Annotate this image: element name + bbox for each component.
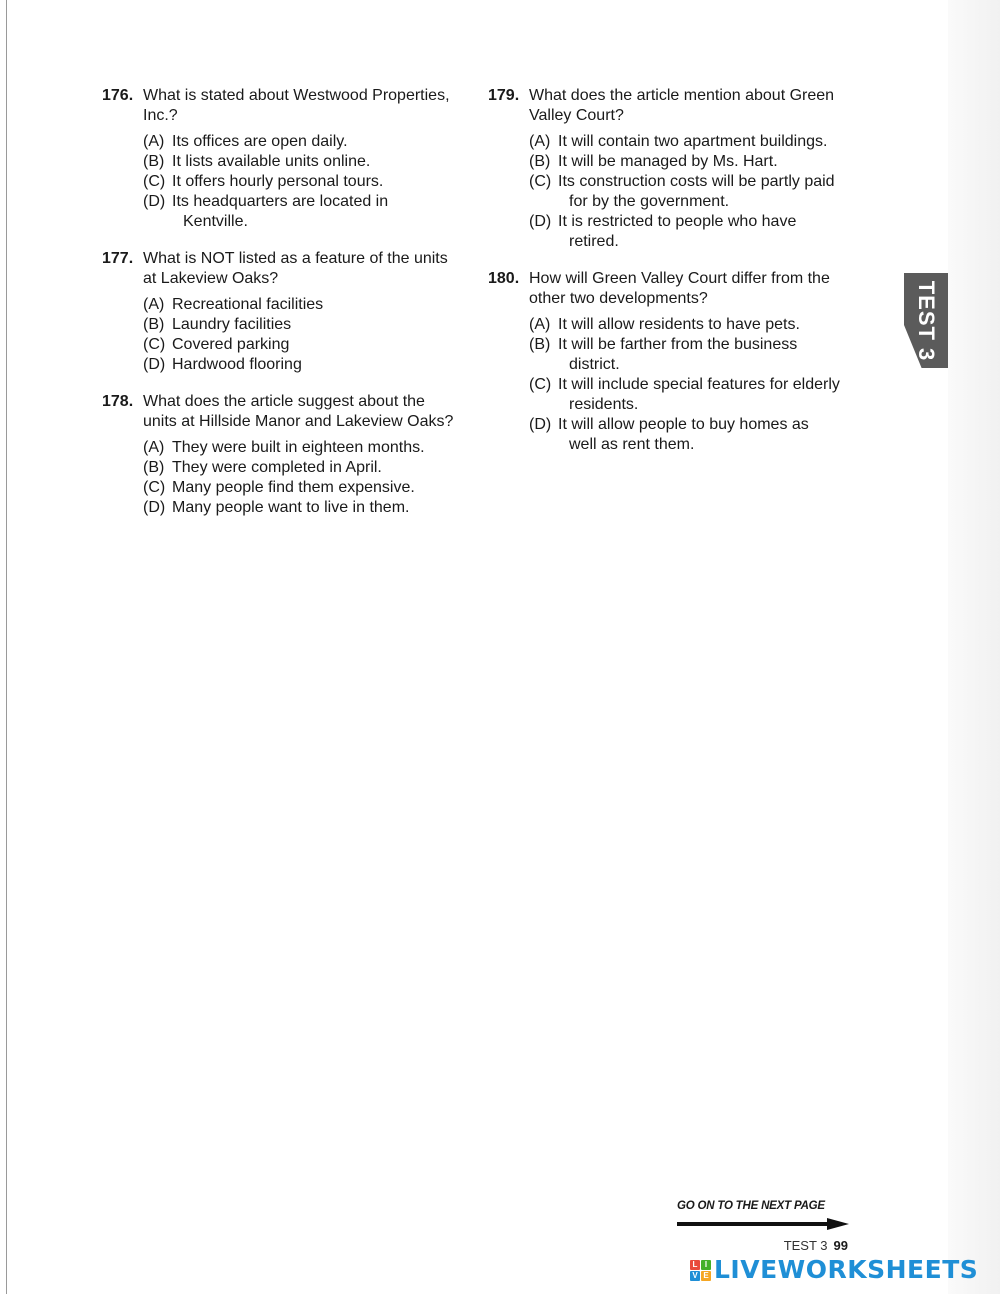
logo-grid-cell: V	[690, 1271, 700, 1281]
test-section-tab	[904, 273, 948, 368]
page-left-border	[6, 0, 7, 1294]
logo-grid-icon	[690, 1260, 711, 1281]
question-text: What is NOT listed as a feature of the units at Lakeview Oaks?	[143, 250, 448, 287]
option-text: It will allow people to buy homes as well as rent them.	[558, 416, 809, 453]
answer-option-b[interactable]	[143, 152, 462, 172]
option-letter: (B)	[529, 336, 551, 353]
option-letter: (D)	[143, 499, 166, 516]
question-178	[102, 392, 462, 518]
answer-option-a[interactable]	[529, 132, 860, 152]
question-177	[102, 249, 462, 375]
test-tab-label: TEST 3	[914, 280, 939, 362]
answer-option-a[interactable]	[529, 315, 860, 335]
option-text: It will be farther from the business district.	[558, 336, 798, 373]
footer-section-label: TEST 3	[783, 1238, 828, 1253]
answer-option-b[interactable]	[143, 315, 462, 335]
answer-option-d[interactable]	[143, 498, 462, 518]
option-letter: (B)	[529, 153, 551, 170]
answer-options	[143, 132, 462, 232]
answer-option-b[interactable]	[529, 152, 860, 172]
answer-options	[143, 438, 462, 518]
question-number: 180.	[488, 270, 520, 287]
answer-option-a[interactable]	[143, 295, 462, 315]
option-letter: (B)	[143, 459, 165, 476]
option-letter: (A)	[143, 133, 165, 150]
option-letter: (C)	[529, 376, 552, 393]
answer-options	[529, 132, 860, 252]
option-letter: (D)	[143, 356, 166, 373]
question-text: How will Green Valley Court differ from the other two developments?	[529, 270, 830, 307]
go-on-text: GO ON TO THE NEXT PAGE	[677, 1200, 825, 1212]
option-text: They were built in eighteen months.	[172, 439, 425, 456]
answer-option-c[interactable]	[529, 172, 860, 212]
option-text: It lists available units online.	[172, 153, 371, 170]
option-text: Many people want to live in them.	[172, 499, 410, 516]
right-arrow-icon	[677, 1218, 849, 1230]
answer-option-c[interactable]	[143, 172, 462, 192]
answer-option-c[interactable]	[529, 375, 860, 415]
page-right-shade	[948, 0, 1000, 1294]
question-180	[488, 269, 860, 455]
option-text: Laundry facilities	[172, 316, 292, 333]
answer-option-d[interactable]	[143, 192, 462, 232]
option-text: Its construction costs will be partly paid for by the government.	[558, 173, 835, 210]
question-number: 177.	[102, 250, 134, 267]
answer-option-c[interactable]	[143, 478, 462, 498]
logo-wordmark: LIVEWORKSHEETS	[714, 1255, 979, 1284]
page-number: 99	[833, 1238, 848, 1253]
question-text: What does the article suggest about the units at Hillside Manor and Lakeview Oaks?	[143, 393, 454, 430]
option-text: It will include special features for elderly residents.	[558, 376, 840, 413]
answer-option-c[interactable]	[143, 335, 462, 355]
answer-options	[143, 295, 462, 375]
option-letter: (B)	[143, 153, 165, 170]
option-text: Its offices are open daily.	[172, 133, 348, 150]
answer-option-a[interactable]	[143, 132, 462, 152]
option-text: Recreational facilities	[172, 296, 324, 313]
answer-option-b[interactable]	[529, 335, 860, 375]
page-footer	[760, 1238, 848, 1253]
option-text: It will contain two apartment buildings.	[558, 133, 828, 150]
go-on-next-page	[677, 1200, 857, 1230]
answer-option-d[interactable]	[143, 355, 462, 375]
option-text: It will be managed by Ms. Hart.	[558, 153, 778, 170]
answer-option-b[interactable]	[143, 458, 462, 478]
option-text: Hardwood flooring	[172, 356, 302, 373]
option-letter: (B)	[143, 316, 165, 333]
question-number: 178.	[102, 393, 134, 410]
option-letter: (A)	[529, 316, 551, 333]
logo-grid-cell: L	[690, 1260, 700, 1270]
option-text: Covered parking	[172, 336, 290, 353]
option-letter: (C)	[143, 336, 166, 353]
answer-option-d[interactable]	[529, 415, 860, 455]
option-text: They were completed in April.	[172, 459, 382, 476]
question-text: What is stated about Westwood Properties, Inc.?	[143, 87, 450, 124]
answer-option-d[interactable]	[529, 212, 860, 252]
option-letter: (A)	[143, 296, 165, 313]
answer-option-a[interactable]	[143, 438, 462, 458]
question-179	[488, 86, 860, 252]
logo-grid-cell: I	[701, 1260, 711, 1270]
question-number: 176.	[102, 87, 134, 104]
question-text: What does the article mention about Green Valley Court?	[529, 87, 835, 124]
question-number: 179.	[488, 87, 520, 104]
option-letter: (C)	[143, 479, 166, 496]
logo-grid-cell: E	[701, 1271, 711, 1281]
option-letter: (D)	[143, 193, 166, 210]
option-text: It will allow residents to have pets.	[558, 316, 800, 333]
option-letter: (C)	[143, 173, 166, 190]
option-text: It offers hourly personal tours.	[172, 173, 384, 190]
liveworksheets-logo	[690, 1256, 978, 1284]
option-text: It is restricted to people who have retired.	[558, 213, 797, 250]
left-question-column	[102, 86, 462, 535]
answer-options	[529, 315, 860, 455]
option-letter: (D)	[529, 213, 552, 230]
right-question-column	[488, 86, 860, 472]
option-letter: (A)	[529, 133, 551, 150]
option-letter: (C)	[529, 173, 552, 190]
option-letter: (D)	[529, 416, 552, 433]
option-text: Many people find them expensive.	[172, 479, 415, 496]
option-text: Its headquarters are located in Kentville.	[172, 193, 389, 230]
question-176	[102, 86, 462, 232]
option-letter: (A)	[143, 439, 165, 456]
